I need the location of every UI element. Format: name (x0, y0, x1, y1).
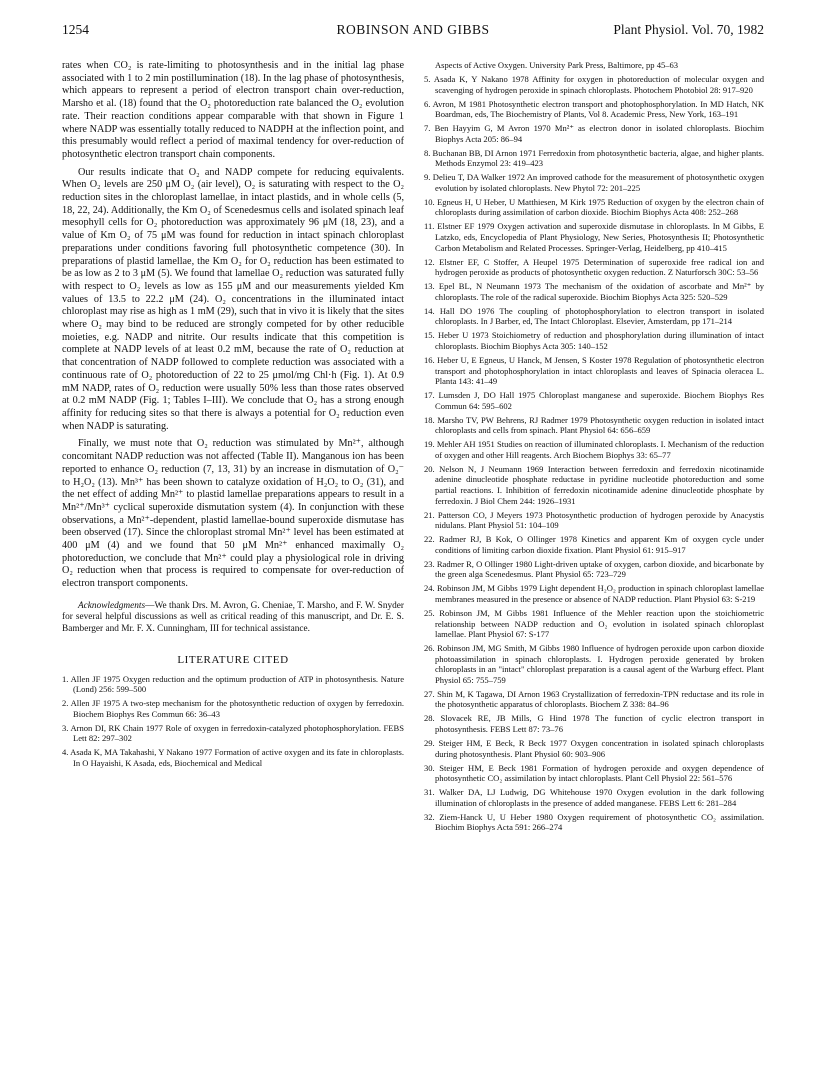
reference-continuation: Aspects of Active Oxygen. University Park Press, Baltimore, pp 45–63 (435, 60, 679, 70)
left-column (62, 60, 404, 772)
reference-item: 15. Heber U 1973 Stoichiometry of reduction and phosphorylation during illumination of intact chloroplasts. Biochim Biophys Acta 305: 140–152 (424, 330, 764, 351)
reference-item: 3. Arnon DI, RK Chain 1977 Role of oxygen in ferredoxin-catalyzed photophosphorylation. FEBS Lett 82: 297–302 (62, 722, 404, 744)
reference-item: 11. Elstner EF 1979 Oxygen activation and superoxide dismutase in chloroplasts. In M Gibbs, E Latzko, eds, Encyclopedia of Plant Physiology, New Series, Photosynthesis II; Photosynthetic Carbon Metabolism and Related Processes. Springer-Verlag, Heidelberg, pp 410–415 (424, 221, 764, 253)
reference-item: 32. Ziem-Hanck U, U Heber 1980 Oxygen requirement of photosynthetic CO₂ assimilation. Biochim Biophys Acta 591: 266–274 (424, 811, 764, 833)
reference-item: 23. Radmer R, O Ollinger 1980 Light-driven uptake of oxygen, carbon dioxide, and bicarbonate by the green alga Scenedesmus. Plant Physiol 65: 723–729 (424, 558, 764, 580)
reference-item: 12. Elstner EF, C Stoffer, A Heupel 1975 Determination of superoxide free radical ion and hydrogen peroxide as products of photosynthetic oxygen reduction. Z Naturforsch 30C: 53–56 (424, 256, 764, 278)
journal-citation: Plant Physiol. Vol. 70, 1982 (613, 22, 764, 37)
reference-item: 28. Slovacek RE, JB Mills, G Hind 1978 The function of cyclic electron transport in photosynthesis. FEBS Lett 87: 73–76 (424, 713, 764, 735)
reference-item: 10. Egneus H, U Heber, U Matthiesen, M Kirk 1975 Reduction of oxygen by the electron chain of chloroplasts during assimilation of carbon dioxide. Biochim Biophys Acta 408: 252–268 (424, 196, 764, 218)
reference-item: 29. Steiger HM, E Beck, R Beck 1977 Oxygen concentration in isolated spinach chloroplasts during photosynthesis. Plant Physiol 60: 903–906 (424, 738, 764, 759)
literature-heading: LITERATURE CITED (177, 653, 289, 666)
body-paragraph: Our results indicate that O₂ and NADP compete for reducing equivalents. When O₂ levels are 250 μM O₂ (air level), O₂ is saturating with respect to the O₂ reduction sites in the chloroplast lamellae, in intact plastids, and in whole cells (5, 18, 22, 24). Additionally, the Km O₂ of Scenedesmus cells and isolated spinach leaf mesophyll cells for O₂ photoreduction was approximately 96 μM (18, 23), and a value of Km O₂ of 75 μM was found for reduction in intact spinach chloroplast preparations under conditions favoring full photosynthetic competence (30). In preparations of plastid lamellae, the Km O₂ for O₂ reduction has been estimated to be as low as 2 to 3 μM (5). We found that lamellae O₂ reduction was saturated fully with respect to O₂ levels as low as 155 μM and our measurements yielded Km values of 13.5 to 22.2 μM (24). O₂ concentrations in the illuminated intact chloroplast may rise as high as 1 mM (29), such that in vivo it is likely that the sites where O₂ may bind to be reduced are strongly competed for by other reducible moieties, e.g. NADP and nitrite. Our results indicate that this competition is complete at NADP levels of at least 0.2 mM, because the rate of O₂ reduction at that concentration of NADP followed to complete reduction was associated with a continuous rate of O₂ photoreduction of 22 to 25 μmol/mg Chl·h (Fig. 1). At 0.9 mM NADP, rates of O₂ reduction were usually 50% less than those rates observed at 0.2 mM NADP (Fig. 1; Tables I–III). We conclude that O₂ has a strong enough affinity for reducing sites so that there is always a potential for O₂ reduction even when NADP is saturating. (62, 166, 404, 432)
reference-item: 13. Epel BL, N Neumann 1973 The mechanism of the oxidation of ascorbate and Mn²⁺ by chloroplasts. The role of the radical superoxide. Biochim Biophys Acta 325: 520–529 (424, 281, 764, 302)
reference-item: 7. Ben Hayyim G, M Avron 1970 Mn²⁺ as electron donor in isolated chloroplasts. Biochim Biophys Acta 205: 86–94 (424, 123, 764, 144)
running-header (62, 22, 764, 42)
acknowledgments (62, 601, 404, 636)
reference-item: 19. Mehler AH 1951 Studies on reaction of illuminated chloroplasts. I. Mechanism of the reduction of oxygen and other Hill reagents. Arch Biochem Biophys 33: 65–77 (424, 439, 764, 460)
reference-item: 20. Nelson N, J Neumann 1969 Interaction between ferredoxin and ferredoxin nicotinamide adenine dinucleotide phosphate reductase in pyridine nucleotide photoreduction and some partial reactions. I. Inhibition of ferredoxin nicotinamide adenine dinucleotide phosphate by ferredoxin. J Biol Chem 244: 1926–1931 (424, 463, 764, 506)
running-head-authors: ROBINSON AND GIBBS (336, 22, 490, 37)
reference-item: 8. Buchanan BB, DI Arnon 1971 Ferredoxin from photosynthetic bacteria, algae, and higher plants. Methods Enzymol 23: 419–423 (424, 147, 764, 169)
reference-item: 27. Shin M, K Tagawa, DI Arnon 1963 Crystallization of ferredoxin-TPN reductase and its role in the photosynthetic apparatus of chloroplasts. Biochem Z 338: 84–96 (424, 688, 764, 710)
acknowledgments-label: Acknowledgments (78, 600, 146, 611)
reference-item: 16. Heber U, E Egneus, U Hanck, M Jensen, S Koster 1978 Regulation of photosynthetic electron transport and photophosphorylation in intact chloroplasts and leaves of Spinacia oleracea L. Planta 143: 41–49 (424, 354, 764, 387)
reference-item: 2. Allen JF 1975 A two-step mechanism for the photosynthetic reduction of oxygen by ferredoxin. Biochem Biophys Res Commun 66: 36–43 (62, 698, 404, 719)
reference-item: 18. Marsho TV, PW Behrens, RJ Radmer 1979 Photosynthetic oxygen reduction in isolated intact chloroplasts and cells from spinach. Plant Physiol 64: 656–659 (424, 414, 764, 436)
reference-item: 21. Patterson CO, J Meyers 1973 Photosynthetic production of hydrogen peroxide by Anacystis nidulans. Plant Physiol 51: 104–109 (424, 509, 764, 531)
reference-item: 4. Asada K, MA Takahashi, Y Nakano 1977 Formation of active oxygen and its fate in chloroplasts. In O Hayaishi, K Asada, eds, Biochemical and Medical (62, 747, 404, 768)
right-column (424, 60, 764, 836)
reference-item: 5. Asada K, Y Nakano 1978 Affinity for oxygen in photoreduction of molecular oxygen and scavenging of hydrogen peroxide in spinach chloroplasts. Photochem Photobiol 28: 917–920 (424, 73, 764, 95)
reference-item: 30. Steiger HM, E Beck 1981 Formation of hydrogen peroxide and oxygen dependence of photosynthetic CO₂ assimilation by intact chloroplasts. Plant Cell Physiol 22: 561–576 (424, 762, 764, 784)
reference-item: 25. Robinson JM, M Gibbs 1981 Influence of the Mehler reaction upon the stoichiometric relationship between NADP reduction and O₂ evolution in isolated spinach chloroplast lamellae. Plant Physiol 67: S-177 (424, 607, 764, 640)
body-paragraph: rates when CO₂ is rate-limiting to photosynthesis and in the initial lag phase associated with 1 to 2 min postillumination (18). In the lag phase of photosynthesis, which appears to represent a period of electron transport chain over-reduction, Marsho et al. (18) found that the O₂ photoreduction rate balanced the O₂ evolution rate. Their reaction conditions appear comparable with that shown in Figure 1 where NADP was essentially totally reduced to NADPH at the inflection point, and this presumably would reflect a period of maximal tendency for over-reduction of photosynthetic electron transport chain components. (62, 60, 404, 160)
acknowledgments-text: —We thank Drs. M. Avron, G. Cheniae, T. Marsho, and F. W. Snyder for several helpful discussions as well as critical reading of this manuscript, and Dr. E. S. Bamberger and Mr. F. X. Cunningham, III for technical assistance. (62, 600, 404, 635)
reference-item: 22. Radmer RJ, B Kok, O Ollinger 1978 Kinetics and apparent Km of oxygen cycle under conditions of limiting carbon dioxide fixation. Plant Physiol 61: 915–917 (424, 534, 764, 555)
reference-item: 1. Allen JF 1975 Oxygen reduction and the optimum production of ATP in photosynthesis. Nature (Lond) 256: 599–500 (62, 673, 404, 695)
reference-list-left (62, 674, 404, 769)
reference-item: 9. Delieu T, DA Walker 1972 An improved cathode for the measurement of photosynthetic oxygen evolution by isolated chloroplasts. New Phytol 72: 201–225 (424, 172, 764, 193)
reference-item: 31. Walker DA, LJ Ludwig, DG Whitehouse 1970 Oxygen evolution in the dark following illumination of chloroplasts in the presence of added manganese. FEBS Lett 6: 281–284 (424, 787, 764, 808)
reference-list-right (424, 74, 764, 833)
reference-item: 24. Robinson JM, M Gibbs 1979 Light dependent H₂O₂ production in spinach chloroplast lamellae membranes measured in the presence or absence of NADP reduction. Plant Physiol 63: S-219 (424, 583, 764, 604)
reference-item: 14. Hall DO 1976 The coupling of photophosphorylation to electron transport in isolated chloroplasts. In J Barber, ed, The Intact Chloroplast. Elsevier, Amsterdam, pp 171–214 (424, 305, 764, 327)
reference-item: 6. Avron, M 1981 Photosynthetic electron transport and photophosphorylation. In MD Hatch, NK Boardman, eds, The Biochemistry of Plants, Vol 8. Academic Press, New York, 163–191 (424, 98, 764, 120)
reference-item: 26. Robinson JM, MG Smith, M Gibbs 1980 Influence of hydrogen peroxide upon carbon dioxide photoassimilation in spinach chloroplasts. I. Hydrogen peroxide generated by broken chloroplasts in an "intact" chloroplast preparation is a causal agent of the Warburg effect. Plant Physiol 65: 755–759 (424, 643, 764, 685)
reference-item: 17. Lumsden J, DO Hall 1975 Chloroplast manganese and superoxide. Biochem Biophys Res Commun 64: 595–602 (424, 390, 764, 411)
body-paragraph: Finally, we must note that O₂ reduction was stimulated by Mn²⁺, although concomitant NADP reduction was not affected (Table II). Manganous ion has been reported to enhance O₂ reduction (7, 13, 31) by an increase in dismutation of O₂⁻ to H₂O₂ (13). Mn³⁺ has been shown to catalyze oxidation of H₂O₂ to O₂ (31), and the net effect of adding Mn²⁺ to plastid lamellae preparations appears to result in a Mn²⁺/Mn³⁺ cyclical superoxide dismutation system (4). In conjunction with these observations, a Mn²⁺-dependent, plastid lamellae-bound superoxide dismutase has been observed (17). Since the chloroplast stromal Mn²⁺ level has been estimated at 400 μM (4) and we found that 50 μM Mn²⁺ enhanced maximally O₂ photoreduction, we conclude that Mn²⁺ could play a physiological role in driving O₂ reduction when that process is required to compensate for over-reduction of electron transport components. (62, 438, 404, 590)
page-number: 1254 (62, 22, 89, 37)
